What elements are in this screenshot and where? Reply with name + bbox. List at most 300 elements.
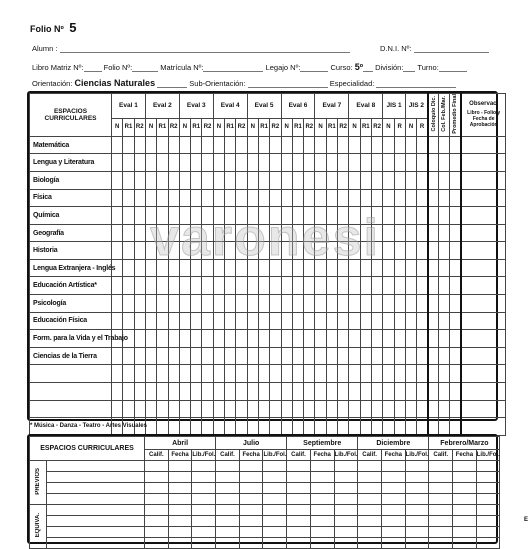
grade-cell[interactable] xyxy=(394,295,405,313)
grade-cell[interactable] xyxy=(236,418,247,436)
entry-cell[interactable] xyxy=(287,483,311,494)
grade-cell[interactable] xyxy=(213,400,224,418)
entry-cell[interactable] xyxy=(405,505,429,516)
entry-cell[interactable] xyxy=(216,472,240,483)
grade-cell[interactable] xyxy=(304,400,315,418)
grade-cell[interactable] xyxy=(145,277,156,295)
grade-cell[interactable] xyxy=(315,295,326,313)
grade-cell[interactable] xyxy=(179,277,190,295)
entry-cell[interactable] xyxy=(168,505,192,516)
grade-cell[interactable] xyxy=(236,189,247,207)
grade-cell[interactable] xyxy=(236,312,247,330)
grade-cell[interactable] xyxy=(315,347,326,365)
entry-cell[interactable] xyxy=(263,494,287,505)
grade-cell[interactable] xyxy=(315,365,326,383)
grade-cell[interactable] xyxy=(292,418,303,436)
grade-cell[interactable] xyxy=(191,400,202,418)
entry-cell[interactable] xyxy=(145,461,169,472)
subject-cell[interactable] xyxy=(47,494,145,505)
grade-cell[interactable] xyxy=(145,171,156,189)
grade-cell[interactable] xyxy=(338,330,349,348)
grade-cell[interactable] xyxy=(349,347,360,365)
grade-cell[interactable] xyxy=(304,171,315,189)
promedio-cell[interactable] xyxy=(450,242,461,260)
grade-cell[interactable] xyxy=(349,136,360,154)
grade-cell[interactable] xyxy=(225,189,236,207)
grade-cell[interactable] xyxy=(236,330,247,348)
entry-cell[interactable] xyxy=(405,461,429,472)
grade-cell[interactable] xyxy=(360,383,371,401)
entry-cell[interactable] xyxy=(192,516,216,527)
observac-cell[interactable] xyxy=(461,418,506,436)
grade-cell[interactable] xyxy=(383,277,394,295)
entry-cell[interactable] xyxy=(310,472,334,483)
grade-cell[interactable] xyxy=(236,295,247,313)
grade-cell[interactable] xyxy=(281,154,292,172)
entry-cell[interactable] xyxy=(453,538,477,549)
grade-cell[interactable] xyxy=(225,295,236,313)
grade-cell[interactable] xyxy=(179,383,190,401)
grade-cell[interactable] xyxy=(225,136,236,154)
grade-cell[interactable] xyxy=(304,347,315,365)
entry-cell[interactable] xyxy=(192,527,216,538)
grade-cell[interactable] xyxy=(157,365,168,383)
grade-cell[interactable] xyxy=(145,383,156,401)
observac-cell[interactable] xyxy=(461,259,506,277)
promedio-cell[interactable] xyxy=(450,295,461,313)
grade-cell[interactable] xyxy=(292,383,303,401)
grade-cell[interactable] xyxy=(247,418,258,436)
grade-cell[interactable] xyxy=(191,418,202,436)
entry-cell[interactable] xyxy=(429,472,453,483)
grade-cell[interactable] xyxy=(145,189,156,207)
grade-cell[interactable] xyxy=(213,171,224,189)
grade-cell[interactable] xyxy=(371,418,382,436)
grade-cell[interactable] xyxy=(112,154,123,172)
col-feb-cell[interactable] xyxy=(439,365,450,383)
orientacion-field[interactable] xyxy=(157,79,187,88)
promedio-cell[interactable] xyxy=(450,136,461,154)
grade-cell[interactable] xyxy=(394,154,405,172)
grade-cell[interactable] xyxy=(292,277,303,295)
entry-cell[interactable] xyxy=(310,461,334,472)
grade-cell[interactable] xyxy=(349,365,360,383)
subject-cell[interactable] xyxy=(47,527,145,538)
col-feb-cell[interactable] xyxy=(439,154,450,172)
entry-cell[interactable] xyxy=(168,538,192,549)
grade-cell[interactable] xyxy=(191,171,202,189)
grade-cell[interactable] xyxy=(191,365,202,383)
grade-cell[interactable] xyxy=(179,171,190,189)
grade-cell[interactable] xyxy=(225,347,236,365)
grade-cell[interactable] xyxy=(145,136,156,154)
grade-cell[interactable] xyxy=(179,295,190,313)
grade-cell[interactable] xyxy=(258,400,269,418)
grade-cell[interactable] xyxy=(157,136,168,154)
grade-cell[interactable] xyxy=(394,365,405,383)
grade-cell[interactable] xyxy=(134,136,145,154)
grade-cell[interactable] xyxy=(326,312,337,330)
entry-cell[interactable] xyxy=(192,483,216,494)
grade-cell[interactable] xyxy=(202,136,213,154)
grade-cell[interactable] xyxy=(202,365,213,383)
entry-cell[interactable] xyxy=(287,527,311,538)
entry-cell[interactable] xyxy=(216,516,240,527)
grade-cell[interactable] xyxy=(145,312,156,330)
observac-cell[interactable] xyxy=(461,347,506,365)
entry-cell[interactable] xyxy=(239,472,263,483)
grade-cell[interactable] xyxy=(168,383,179,401)
grade-cell[interactable] xyxy=(157,383,168,401)
grade-cell[interactable] xyxy=(191,347,202,365)
grade-cell[interactable] xyxy=(315,277,326,295)
grade-cell[interactable] xyxy=(292,312,303,330)
grade-cell[interactable] xyxy=(168,154,179,172)
grade-cell[interactable] xyxy=(112,347,123,365)
entry-cell[interactable] xyxy=(287,494,311,505)
promedio-cell[interactable] xyxy=(450,365,461,383)
grade-cell[interactable] xyxy=(202,347,213,365)
observac-cell[interactable] xyxy=(461,224,506,242)
subject-cell[interactable] xyxy=(47,472,145,483)
grade-cell[interactable] xyxy=(304,383,315,401)
grade-cell[interactable] xyxy=(383,136,394,154)
grade-cell[interactable] xyxy=(371,383,382,401)
entry-cell[interactable] xyxy=(381,494,405,505)
grade-cell[interactable] xyxy=(270,136,281,154)
grade-cell[interactable] xyxy=(383,189,394,207)
grade-cell[interactable] xyxy=(394,383,405,401)
entry-cell[interactable] xyxy=(476,505,500,516)
grade-cell[interactable] xyxy=(338,312,349,330)
grade-cell[interactable] xyxy=(236,171,247,189)
grade-cell[interactable] xyxy=(292,400,303,418)
grade-cell[interactable] xyxy=(157,189,168,207)
entry-cell[interactable] xyxy=(287,461,311,472)
libro-matriz-field[interactable] xyxy=(84,63,102,72)
grade-cell[interactable] xyxy=(247,136,258,154)
grade-cell[interactable] xyxy=(270,400,281,418)
entry-cell[interactable] xyxy=(476,472,500,483)
grade-cell[interactable] xyxy=(383,365,394,383)
grade-cell[interactable] xyxy=(383,347,394,365)
grade-cell[interactable] xyxy=(225,330,236,348)
entry-cell[interactable] xyxy=(145,505,169,516)
grade-cell[interactable] xyxy=(270,295,281,313)
grade-cell[interactable] xyxy=(168,330,179,348)
grade-cell[interactable] xyxy=(258,347,269,365)
coloquio-cell[interactable] xyxy=(428,312,439,330)
entry-cell[interactable] xyxy=(476,461,500,472)
entry-cell[interactable] xyxy=(263,472,287,483)
grade-cell[interactable] xyxy=(304,189,315,207)
grade-cell[interactable] xyxy=(349,295,360,313)
subject-cell[interactable] xyxy=(47,483,145,494)
grade-cell[interactable] xyxy=(326,189,337,207)
grade-cell[interactable] xyxy=(304,330,315,348)
coloquio-cell[interactable] xyxy=(428,154,439,172)
observac-cell[interactable] xyxy=(461,400,506,418)
grade-cell[interactable] xyxy=(338,418,349,436)
entry-cell[interactable] xyxy=(168,527,192,538)
entry-cell[interactable] xyxy=(263,538,287,549)
promedio-cell[interactable] xyxy=(450,224,461,242)
grade-cell[interactable] xyxy=(417,383,428,401)
grade-cell[interactable] xyxy=(213,295,224,313)
grade-cell[interactable] xyxy=(417,295,428,313)
entry-cell[interactable] xyxy=(239,516,263,527)
grade-cell[interactable] xyxy=(168,136,179,154)
grade-cell[interactable] xyxy=(371,347,382,365)
grade-cell[interactable] xyxy=(383,171,394,189)
grade-cell[interactable] xyxy=(123,295,134,313)
grade-cell[interactable] xyxy=(179,365,190,383)
grade-cell[interactable] xyxy=(292,365,303,383)
grade-cell[interactable] xyxy=(338,136,349,154)
grade-cell[interactable] xyxy=(157,295,168,313)
grade-cell[interactable] xyxy=(179,136,190,154)
entry-cell[interactable] xyxy=(216,494,240,505)
subject-cell[interactable] xyxy=(47,516,145,527)
grade-cell[interactable] xyxy=(213,330,224,348)
grade-cell[interactable] xyxy=(292,189,303,207)
coloquio-cell[interactable] xyxy=(428,400,439,418)
grade-cell[interactable] xyxy=(179,312,190,330)
observac-cell[interactable] xyxy=(461,312,506,330)
grade-cell[interactable] xyxy=(112,171,123,189)
grade-cell[interactable] xyxy=(123,277,134,295)
grade-cell[interactable] xyxy=(371,136,382,154)
grade-cell[interactable] xyxy=(281,347,292,365)
entry-cell[interactable] xyxy=(287,538,311,549)
grade-cell[interactable] xyxy=(157,347,168,365)
grade-cell[interactable] xyxy=(270,277,281,295)
promedio-cell[interactable] xyxy=(450,207,461,225)
grade-cell[interactable] xyxy=(417,418,428,436)
grade-cell[interactable] xyxy=(191,312,202,330)
grade-cell[interactable] xyxy=(191,154,202,172)
grade-cell[interactable] xyxy=(326,400,337,418)
entry-cell[interactable] xyxy=(358,516,382,527)
grade-cell[interactable] xyxy=(191,189,202,207)
grade-cell[interactable] xyxy=(349,383,360,401)
entry-cell[interactable] xyxy=(168,461,192,472)
grade-cell[interactable] xyxy=(123,136,134,154)
grade-cell[interactable] xyxy=(134,365,145,383)
grade-cell[interactable] xyxy=(145,418,156,436)
grade-cell[interactable] xyxy=(292,171,303,189)
entry-cell[interactable] xyxy=(453,472,477,483)
entry-cell[interactable] xyxy=(453,527,477,538)
grade-cell[interactable] xyxy=(123,365,134,383)
entry-cell[interactable] xyxy=(239,483,263,494)
grade-cell[interactable] xyxy=(225,418,236,436)
entry-cell[interactable] xyxy=(429,516,453,527)
subject-cell[interactable] xyxy=(47,461,145,472)
observac-cell[interactable] xyxy=(461,365,506,383)
grade-cell[interactable] xyxy=(383,400,394,418)
entry-cell[interactable] xyxy=(145,527,169,538)
grade-cell[interactable] xyxy=(202,295,213,313)
grade-cell[interactable] xyxy=(247,277,258,295)
grade-cell[interactable] xyxy=(394,136,405,154)
entry-cell[interactable] xyxy=(216,527,240,538)
grade-cell[interactable] xyxy=(258,418,269,436)
col-feb-cell[interactable] xyxy=(439,347,450,365)
grade-cell[interactable] xyxy=(157,312,168,330)
grade-cell[interactable] xyxy=(134,400,145,418)
grade-cell[interactable] xyxy=(338,295,349,313)
grade-cell[interactable] xyxy=(338,171,349,189)
entry-cell[interactable] xyxy=(334,505,358,516)
grade-cell[interactable] xyxy=(315,312,326,330)
entry-cell[interactable] xyxy=(168,472,192,483)
entry-cell[interactable] xyxy=(334,527,358,538)
col-feb-cell[interactable] xyxy=(439,312,450,330)
entry-cell[interactable] xyxy=(334,538,358,549)
grade-cell[interactable] xyxy=(258,189,269,207)
entry-cell[interactable] xyxy=(145,494,169,505)
entry-cell[interactable] xyxy=(239,538,263,549)
grade-cell[interactable] xyxy=(258,136,269,154)
matricula-field[interactable] xyxy=(203,63,263,72)
entry-cell[interactable] xyxy=(429,494,453,505)
grade-cell[interactable] xyxy=(145,365,156,383)
entry-cell[interactable] xyxy=(453,483,477,494)
entry-cell[interactable] xyxy=(239,527,263,538)
grade-cell[interactable] xyxy=(134,347,145,365)
entry-cell[interactable] xyxy=(168,516,192,527)
division-field[interactable] xyxy=(403,63,415,72)
grade-cell[interactable] xyxy=(213,383,224,401)
entry-cell[interactable] xyxy=(310,516,334,527)
entry-cell[interactable] xyxy=(358,472,382,483)
grade-cell[interactable] xyxy=(383,383,394,401)
grade-cell[interactable] xyxy=(236,383,247,401)
entry-cell[interactable] xyxy=(476,483,500,494)
turno-field[interactable] xyxy=(439,63,467,72)
entry-cell[interactable] xyxy=(429,527,453,538)
observac-cell[interactable] xyxy=(461,171,506,189)
grade-cell[interactable] xyxy=(191,330,202,348)
grade-cell[interactable] xyxy=(394,400,405,418)
grade-cell[interactable] xyxy=(247,330,258,348)
grade-cell[interactable] xyxy=(281,383,292,401)
grade-cell[interactable] xyxy=(360,154,371,172)
grade-cell[interactable] xyxy=(123,347,134,365)
grade-cell[interactable] xyxy=(315,330,326,348)
grade-cell[interactable] xyxy=(292,295,303,313)
entry-cell[interactable] xyxy=(192,505,216,516)
grade-cell[interactable] xyxy=(225,277,236,295)
grade-cell[interactable] xyxy=(134,277,145,295)
grade-cell[interactable] xyxy=(326,418,337,436)
grade-cell[interactable] xyxy=(157,154,168,172)
grade-cell[interactable] xyxy=(360,295,371,313)
coloquio-cell[interactable] xyxy=(428,295,439,313)
grade-cell[interactable] xyxy=(405,347,416,365)
grade-cell[interactable] xyxy=(202,312,213,330)
grade-cell[interactable] xyxy=(157,171,168,189)
especialidad-field[interactable] xyxy=(376,79,456,88)
grade-cell[interactable] xyxy=(338,154,349,172)
grade-cell[interactable] xyxy=(202,383,213,401)
entry-cell[interactable] xyxy=(405,538,429,549)
grade-cell[interactable] xyxy=(338,277,349,295)
entry-cell[interactable] xyxy=(381,483,405,494)
entry-cell[interactable] xyxy=(358,494,382,505)
col-feb-cell[interactable] xyxy=(439,295,450,313)
entry-cell[interactable] xyxy=(287,505,311,516)
grade-cell[interactable] xyxy=(191,383,202,401)
grade-cell[interactable] xyxy=(292,330,303,348)
grade-cell[interactable] xyxy=(417,400,428,418)
grade-cell[interactable] xyxy=(168,295,179,313)
grade-cell[interactable] xyxy=(383,418,394,436)
grade-cell[interactable] xyxy=(349,189,360,207)
grade-cell[interactable] xyxy=(349,277,360,295)
grade-cell[interactable] xyxy=(405,365,416,383)
coloquio-cell[interactable] xyxy=(428,347,439,365)
grade-cell[interactable] xyxy=(394,189,405,207)
entry-cell[interactable] xyxy=(453,505,477,516)
grade-cell[interactable] xyxy=(417,154,428,172)
grade-cell[interactable] xyxy=(315,418,326,436)
grade-cell[interactable] xyxy=(281,365,292,383)
grade-cell[interactable] xyxy=(315,400,326,418)
coloquio-cell[interactable] xyxy=(428,383,439,401)
grade-cell[interactable] xyxy=(213,136,224,154)
grade-cell[interactable] xyxy=(417,189,428,207)
entry-cell[interactable] xyxy=(239,461,263,472)
grade-cell[interactable] xyxy=(383,295,394,313)
grade-cell[interactable] xyxy=(213,418,224,436)
grade-cell[interactable] xyxy=(281,171,292,189)
grade-cell[interactable] xyxy=(112,400,123,418)
grade-cell[interactable] xyxy=(134,154,145,172)
grade-cell[interactable] xyxy=(191,277,202,295)
grade-cell[interactable] xyxy=(168,347,179,365)
grade-cell[interactable] xyxy=(134,383,145,401)
grade-cell[interactable] xyxy=(315,136,326,154)
grade-cell[interactable] xyxy=(338,400,349,418)
grade-cell[interactable] xyxy=(281,295,292,313)
grade-cell[interactable] xyxy=(123,189,134,207)
promedio-cell[interactable] xyxy=(450,277,461,295)
entry-cell[interactable] xyxy=(192,538,216,549)
grade-cell[interactable] xyxy=(145,330,156,348)
col-feb-cell[interactable] xyxy=(439,242,450,260)
entry-cell[interactable] xyxy=(334,483,358,494)
grade-cell[interactable] xyxy=(247,347,258,365)
grade-cell[interactable] xyxy=(360,277,371,295)
grade-cell[interactable] xyxy=(417,330,428,348)
grade-cell[interactable] xyxy=(225,383,236,401)
observac-cell[interactable] xyxy=(461,295,506,313)
grade-cell[interactable] xyxy=(157,418,168,436)
grade-cell[interactable] xyxy=(281,277,292,295)
promedio-cell[interactable] xyxy=(450,330,461,348)
grade-cell[interactable] xyxy=(236,365,247,383)
grade-cell[interactable] xyxy=(281,136,292,154)
entry-cell[interactable] xyxy=(263,527,287,538)
grade-cell[interactable] xyxy=(134,312,145,330)
grade-cell[interactable] xyxy=(315,383,326,401)
entry-cell[interactable] xyxy=(310,527,334,538)
entry-cell[interactable] xyxy=(453,461,477,472)
grade-cell[interactable] xyxy=(112,312,123,330)
grade-cell[interactable] xyxy=(338,365,349,383)
